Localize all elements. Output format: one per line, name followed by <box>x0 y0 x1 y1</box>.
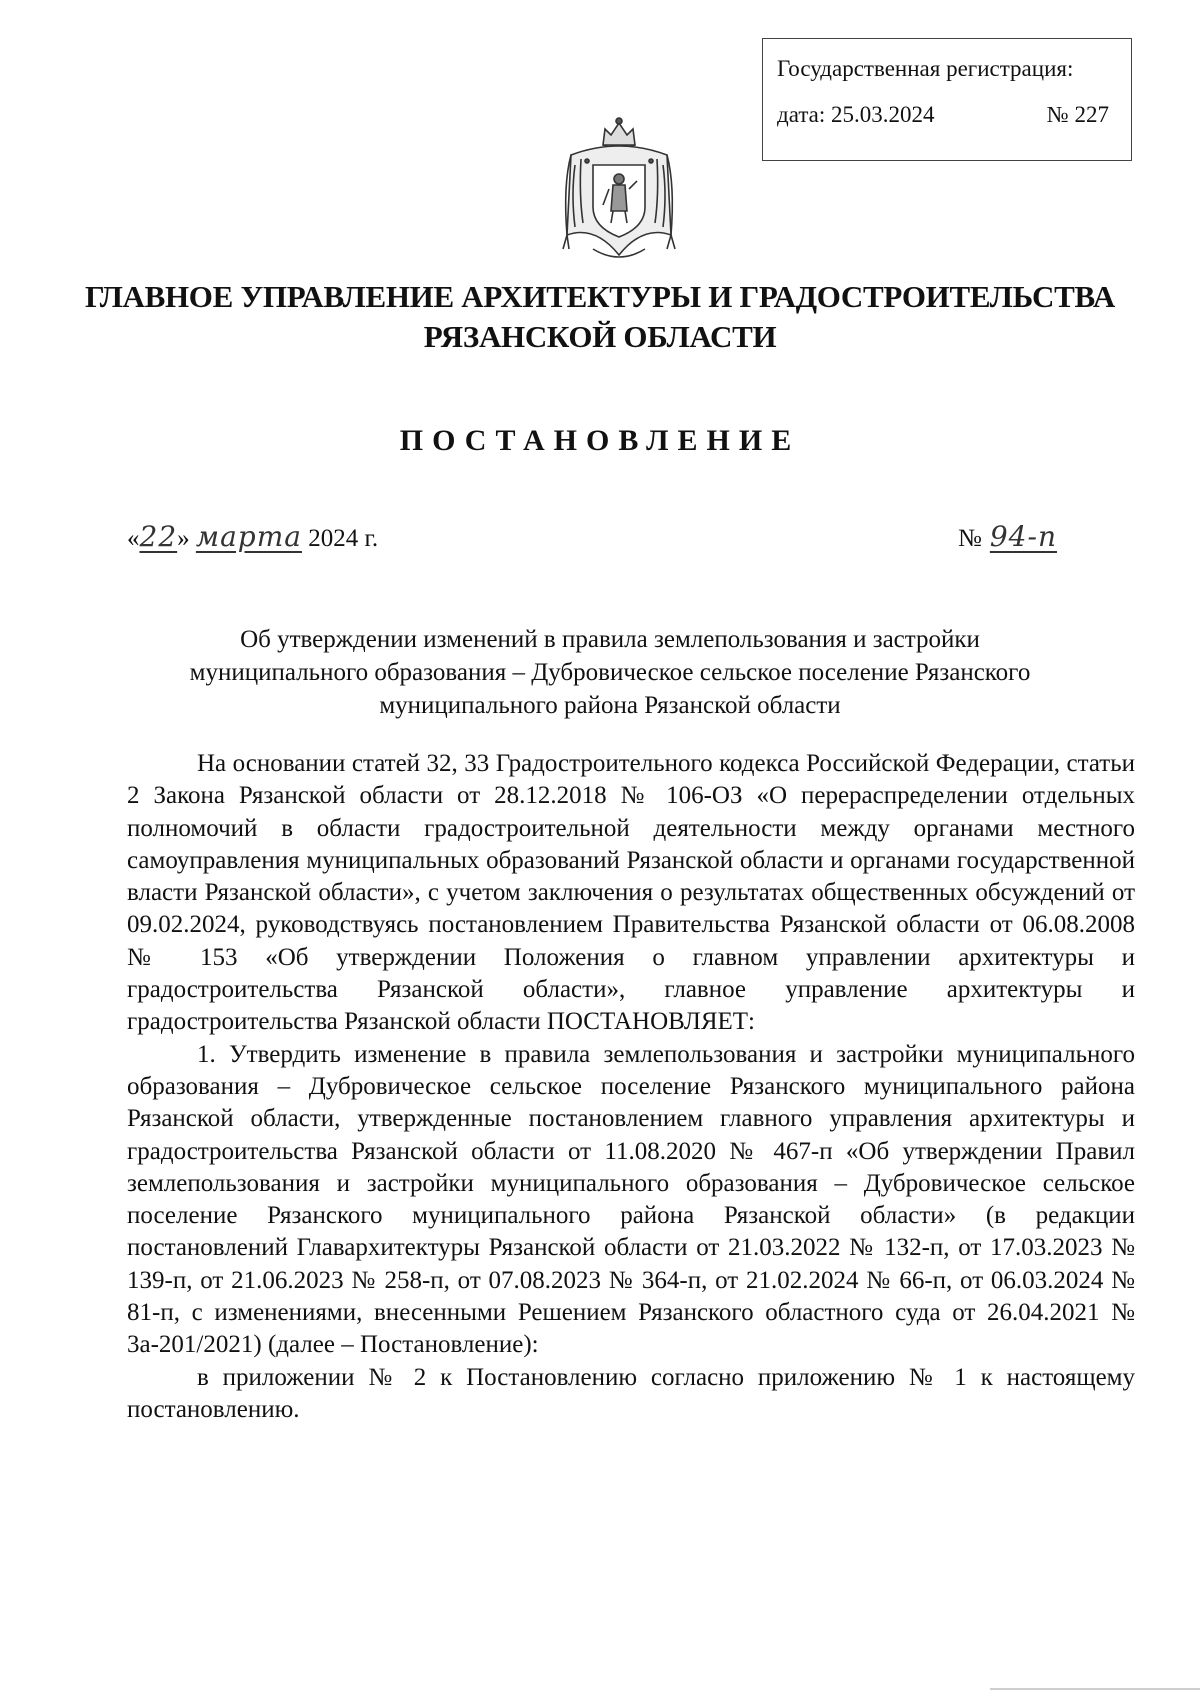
document-type-title: ПОСТАНОВЛЕНИЕ <box>399 424 801 457</box>
document-number-value: 94-п <box>989 520 1057 553</box>
registration-stamp <box>762 38 1132 161</box>
organization-name-line1: ГЛАВНОЕ УПРАВЛЕНИЕ АРХИТЕКТУРЫ И ГРАДОСТРОИТЕЛЬСТВА <box>84 279 1115 314</box>
registration-title: Государственная регистрация: <box>777 56 1074 81</box>
body-paragraph-item1: 1. Утвердить изменение в правила землепользования и застройки муниципального образования – Дубровическое сельское поселение Рязанского муниципального района Рязанской области, утвержденные постановлением главного управления архитектуры и градостроительства Рязанской области от 11.08.2020 № 467-п «Об утверждении Правил землепользования и застройки муниципального образования – Дубровическое сельское поселение Рязанского муниципального района Рязанской области» (в редакции постановлений Главархитектуры Рязанской области от 21.03.2022 № 132-п, от 17.03.2023 № 139-п, от 21.06.2023 № 258-п, от 07.08.2023 № 364-п, от 21.02.2024 № 66-п, от 06.03.2024 № 81-п, с изменениями, внесенными Решением Рязанского областного суда от 26.04.2021 № 3а-201/2021) (далее – Постановление): <box>127 1040 1135 1359</box>
scan-edge-divider <box>990 1688 1200 1690</box>
registration-date: дата: 25.03.2024 <box>777 101 935 127</box>
document-number <box>958 520 1108 553</box>
subject-line3: муниципального района Рязанской области <box>379 692 841 719</box>
organization-name-line2: РЯЗАНСКОЙ ОБЛАСТИ <box>423 319 777 354</box>
registration-number: № 227 <box>1046 101 1109 127</box>
ryazan-coat-of-arms-icon <box>553 115 685 267</box>
subject-line2: муниципального образования – Дубровическое сельское поселение Рязанского <box>189 659 1031 686</box>
document-subject <box>140 623 1080 722</box>
body-paragraph-annex: в приложении № 2 к Постановлению согласно приложению № 1 к настоящему постановлению. <box>127 1363 1135 1423</box>
document-number-label: № <box>958 525 982 552</box>
date-open-quote: « <box>127 525 140 552</box>
body-paragraph-basis: На основании статей 32, 33 Градостроительного кодекса Российской Федерации, статьи 2 Закона Рязанской области от 28.12.2018 № 106-ОЗ «О перераспределении отдельных полномочий в области градостроительной деятельности между органами местного самоуправления муниципальных образований Рязанской области и органами государственной власти Рязанской области», с учетом заключения о результатах общественных обсуждений от 09.02.2024, руководствуясь постановлением Правительства Рязанской области от 06.08.2008 № 153 «Об утверждении Положения о главном управлении архитектуры и градостроительства Рязанской области», главное управление архитектуры и градостроительства Рязанской области ПОСТАНОВЛЯЕТ: <box>127 750 1135 1036</box>
registration-details <box>777 101 1117 129</box>
subject-line1: Об утверждении изменений в правила землепользования и застройки <box>240 626 980 653</box>
document-body <box>127 748 1135 1426</box>
date-month: марта <box>195 520 302 553</box>
organization-name <box>0 277 1200 357</box>
document-date <box>127 520 378 553</box>
date-day: 22 <box>139 520 178 553</box>
date-close-quote: » <box>177 525 190 552</box>
date-year: 2024 г. <box>308 525 379 552</box>
